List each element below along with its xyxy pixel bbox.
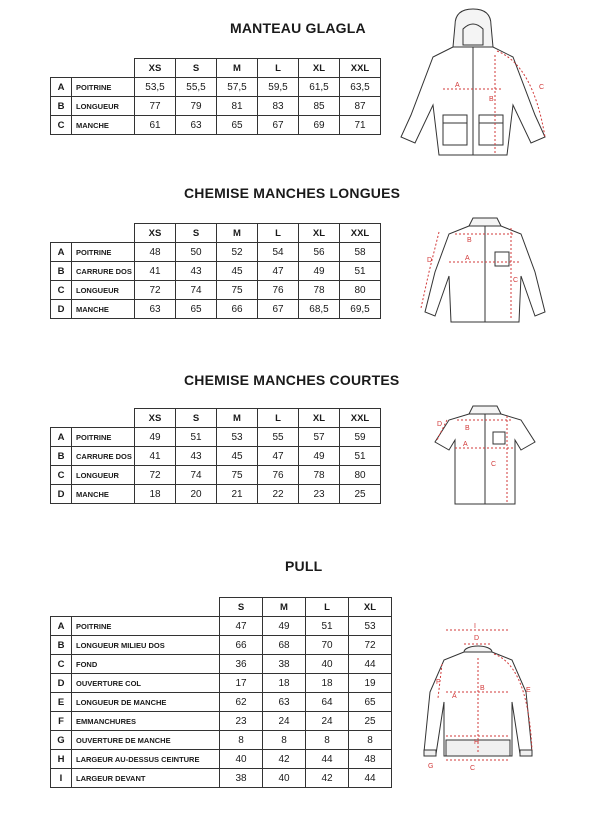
cell-value: 68,5	[299, 300, 340, 319]
table-row	[51, 243, 381, 262]
row-label: POITRINE	[72, 78, 135, 97]
table-row	[51, 674, 392, 693]
size-header: M	[217, 59, 258, 78]
cell-value: 51	[340, 447, 381, 466]
row-letter: A	[51, 428, 72, 447]
row-letter: F	[51, 712, 72, 731]
cell-value: 24	[263, 712, 306, 731]
cell-value: 63	[176, 116, 217, 135]
row-letter: D	[51, 485, 72, 504]
size-header: XL	[299, 224, 340, 243]
cell-value: 8	[349, 731, 392, 750]
cell-value: 79	[176, 97, 217, 116]
table-row	[51, 750, 392, 769]
cell-value: 47	[258, 447, 299, 466]
row-label: POITRINE	[72, 428, 135, 447]
size-header: S	[176, 59, 217, 78]
row-letter: E	[51, 693, 72, 712]
cell-value: 63	[135, 300, 176, 319]
cell-value: 41	[135, 262, 176, 281]
cell-value: 74	[176, 281, 217, 300]
row-label: CARRURE DOS	[72, 262, 135, 281]
cell-value: 50	[176, 243, 217, 262]
cell-value: 43	[176, 262, 217, 281]
row-letter: C	[51, 655, 72, 674]
table-row	[51, 485, 381, 504]
cell-value: 63,5	[340, 78, 381, 97]
marker-d: D	[437, 421, 443, 428]
cell-value: 23	[299, 485, 340, 504]
size-header: XL	[299, 59, 340, 78]
marker-f: F	[436, 679, 441, 686]
size-header: L	[258, 409, 299, 428]
cell-value: 87	[340, 97, 381, 116]
cell-value: 68	[263, 636, 306, 655]
cell-value: 55,5	[176, 78, 217, 97]
cell-value: 75	[217, 466, 258, 485]
cell-value: 25	[340, 485, 381, 504]
table-row	[51, 428, 381, 447]
size-table-long-shirt	[50, 223, 381, 319]
cell-value: 59,5	[258, 78, 299, 97]
row-letter: D	[51, 674, 72, 693]
marker-i: I	[474, 623, 476, 630]
cell-value: 45	[217, 447, 258, 466]
cell-value: 18	[306, 674, 349, 693]
marker-c: C	[470, 765, 476, 772]
cell-value: 61	[135, 116, 176, 135]
row-label: LONGUEUR MILIEU DOS	[72, 636, 220, 655]
coat-illustration	[393, 5, 563, 165]
table-row	[51, 655, 392, 674]
cell-value: 8	[306, 731, 349, 750]
cell-value: 71	[340, 116, 381, 135]
row-letter: B	[51, 262, 72, 281]
cell-value: 45	[217, 262, 258, 281]
row-letter: A	[51, 617, 72, 636]
size-header: L	[306, 598, 349, 617]
cell-value: 57	[299, 428, 340, 447]
cell-value: 72	[349, 636, 392, 655]
cell-value: 76	[258, 281, 299, 300]
cell-value: 85	[299, 97, 340, 116]
cell-value: 70	[306, 636, 349, 655]
size-header: M	[217, 409, 258, 428]
cell-value: 63	[263, 693, 306, 712]
row-letter: I	[51, 769, 72, 788]
row-label: LARGEUR DEVANT	[72, 769, 220, 788]
table-row	[51, 693, 392, 712]
cell-value: 21	[217, 485, 258, 504]
table-row	[51, 712, 392, 731]
row-label: LONGUEUR	[72, 281, 135, 300]
marker-c: C	[539, 84, 545, 91]
cell-value: 51	[306, 617, 349, 636]
marker-g: G	[428, 763, 434, 770]
marker-b: B	[467, 237, 472, 244]
row-letter: D	[51, 300, 72, 319]
cell-value: 48	[349, 750, 392, 769]
cell-value: 36	[220, 655, 263, 674]
cell-value: 19	[349, 674, 392, 693]
cell-value: 56	[299, 243, 340, 262]
size-table-short-shirt	[50, 408, 381, 504]
row-label: OUVERTURE COL	[72, 674, 220, 693]
table-row	[51, 466, 381, 485]
size-header: M	[263, 598, 306, 617]
cell-value: 42	[263, 750, 306, 769]
marker-d: D	[474, 635, 480, 642]
marker-d: D	[427, 257, 433, 264]
table-row	[51, 769, 392, 788]
size-header: M	[217, 224, 258, 243]
section-title-short-shirt: CHEMISE MANCHES COURTES	[184, 372, 400, 388]
cell-value: 49	[299, 262, 340, 281]
cell-value: 78	[299, 281, 340, 300]
cell-value: 53	[349, 617, 392, 636]
cell-value: 18	[263, 674, 306, 693]
cell-value: 81	[217, 97, 258, 116]
cell-value: 38	[220, 769, 263, 788]
row-label: LONGUEUR DE MANCHE	[72, 693, 220, 712]
cell-value: 66	[220, 636, 263, 655]
cell-value: 57,5	[217, 78, 258, 97]
cell-value: 53	[217, 428, 258, 447]
table-row	[51, 617, 392, 636]
table-row	[51, 636, 392, 655]
row-label: EMMANCHURES	[72, 712, 220, 731]
cell-value: 17	[220, 674, 263, 693]
cell-value: 69	[299, 116, 340, 135]
cell-value: 53,5	[135, 78, 176, 97]
size-header: XS	[135, 59, 176, 78]
cell-value: 52	[217, 243, 258, 262]
size-header: XL	[299, 409, 340, 428]
cell-value: 65	[217, 116, 258, 135]
long-sleeve-shirt-illustration	[415, 212, 555, 332]
cell-value: 44	[349, 769, 392, 788]
table-row	[51, 447, 381, 466]
row-letter: C	[51, 466, 72, 485]
row-label: POITRINE	[72, 617, 220, 636]
cell-value: 65	[176, 300, 217, 319]
short-sleeve-shirt-illustration	[425, 400, 545, 510]
marker-a: A	[465, 255, 470, 262]
cell-value: 69,5	[340, 300, 381, 319]
cell-value: 48	[135, 243, 176, 262]
cell-value: 65	[349, 693, 392, 712]
section-title-long-shirt: CHEMISE MANCHES LONGUES	[184, 185, 401, 201]
cell-value: 18	[135, 485, 176, 504]
cell-value: 78	[299, 466, 340, 485]
marker-c: C	[491, 461, 497, 468]
cell-value: 40	[306, 655, 349, 674]
cell-value: 72	[135, 281, 176, 300]
row-label: FOND	[72, 655, 220, 674]
cell-value: 67	[258, 300, 299, 319]
cell-value: 25	[349, 712, 392, 731]
section-title-pull: PULL	[285, 558, 323, 574]
cell-value: 66	[217, 300, 258, 319]
cell-value: 51	[340, 262, 381, 281]
table-row	[51, 731, 392, 750]
cell-value: 62	[220, 693, 263, 712]
cell-value: 59	[340, 428, 381, 447]
row-letter: A	[51, 243, 72, 262]
cell-value: 8	[263, 731, 306, 750]
cell-value: 38	[263, 655, 306, 674]
row-label: LONGUEUR	[72, 466, 135, 485]
cell-value: 74	[176, 466, 217, 485]
cell-value: 49	[263, 617, 306, 636]
marker-b: B	[489, 96, 494, 103]
cell-value: 64	[306, 693, 349, 712]
marker-b: B	[465, 425, 470, 432]
cell-value: 44	[306, 750, 349, 769]
cell-value: 24	[306, 712, 349, 731]
size-header: L	[258, 224, 299, 243]
size-header: XS	[135, 409, 176, 428]
marker-a: A	[463, 441, 468, 448]
size-header: XXL	[340, 409, 381, 428]
size-header: S	[220, 598, 263, 617]
section-title-coat: MANTEAU GLAGLA	[230, 20, 366, 36]
cell-value: 72	[135, 466, 176, 485]
marker-a: A	[455, 82, 460, 89]
row-letter: A	[51, 78, 72, 97]
cell-value: 40	[263, 769, 306, 788]
cell-value: 77	[135, 97, 176, 116]
sweater-illustration	[418, 622, 548, 774]
size-header: XXL	[340, 224, 381, 243]
cell-value: 42	[306, 769, 349, 788]
size-header: XL	[349, 598, 392, 617]
row-label: POITRINE	[72, 243, 135, 262]
size-table-pull	[50, 597, 392, 788]
row-letter: B	[51, 636, 72, 655]
row-label: MANCHE	[72, 116, 135, 135]
size-header: XXL	[340, 59, 381, 78]
cell-value: 20	[176, 485, 217, 504]
row-letter: H	[51, 750, 72, 769]
marker-c: C	[513, 277, 519, 284]
size-header: XS	[135, 224, 176, 243]
marker-h: H	[474, 739, 480, 746]
cell-value: 49	[299, 447, 340, 466]
marker-e: E	[526, 687, 531, 694]
cell-value: 61,5	[299, 78, 340, 97]
cell-value: 47	[220, 617, 263, 636]
row-letter: B	[51, 447, 72, 466]
row-label: LARGEUR AU-DESSUS CEINTURE	[72, 750, 220, 769]
size-header: S	[176, 224, 217, 243]
row-label: OUVERTURE DE MANCHE	[72, 731, 220, 750]
table-row	[51, 97, 381, 116]
cell-value: 58	[340, 243, 381, 262]
cell-value: 43	[176, 447, 217, 466]
cell-value: 80	[340, 281, 381, 300]
row-label: LONGUEUR	[72, 97, 135, 116]
row-label: CARRURE DOS	[72, 447, 135, 466]
size-header: S	[176, 409, 217, 428]
row-letter: G	[51, 731, 72, 750]
cell-value: 54	[258, 243, 299, 262]
cell-value: 49	[135, 428, 176, 447]
cell-value: 80	[340, 466, 381, 485]
row-letter: C	[51, 281, 72, 300]
table-row	[51, 78, 381, 97]
table-row	[51, 116, 381, 135]
cell-value: 8	[220, 731, 263, 750]
table-row	[51, 281, 381, 300]
size-header: L	[258, 59, 299, 78]
size-table-coat	[50, 58, 381, 135]
cell-value: 44	[349, 655, 392, 674]
cell-value: 67	[258, 116, 299, 135]
cell-value: 75	[217, 281, 258, 300]
table-row	[51, 262, 381, 281]
row-label: MANCHE	[72, 485, 135, 504]
cell-value: 51	[176, 428, 217, 447]
cell-value: 47	[258, 262, 299, 281]
row-letter: C	[51, 116, 72, 135]
cell-value: 41	[135, 447, 176, 466]
cell-value: 40	[220, 750, 263, 769]
marker-b: B	[480, 685, 485, 692]
cell-value: 23	[220, 712, 263, 731]
table-row	[51, 300, 381, 319]
row-label: MANCHE	[72, 300, 135, 319]
cell-value: 22	[258, 485, 299, 504]
marker-a: A	[452, 693, 457, 700]
cell-value: 83	[258, 97, 299, 116]
cell-value: 76	[258, 466, 299, 485]
cell-value: 55	[258, 428, 299, 447]
row-letter: B	[51, 97, 72, 116]
